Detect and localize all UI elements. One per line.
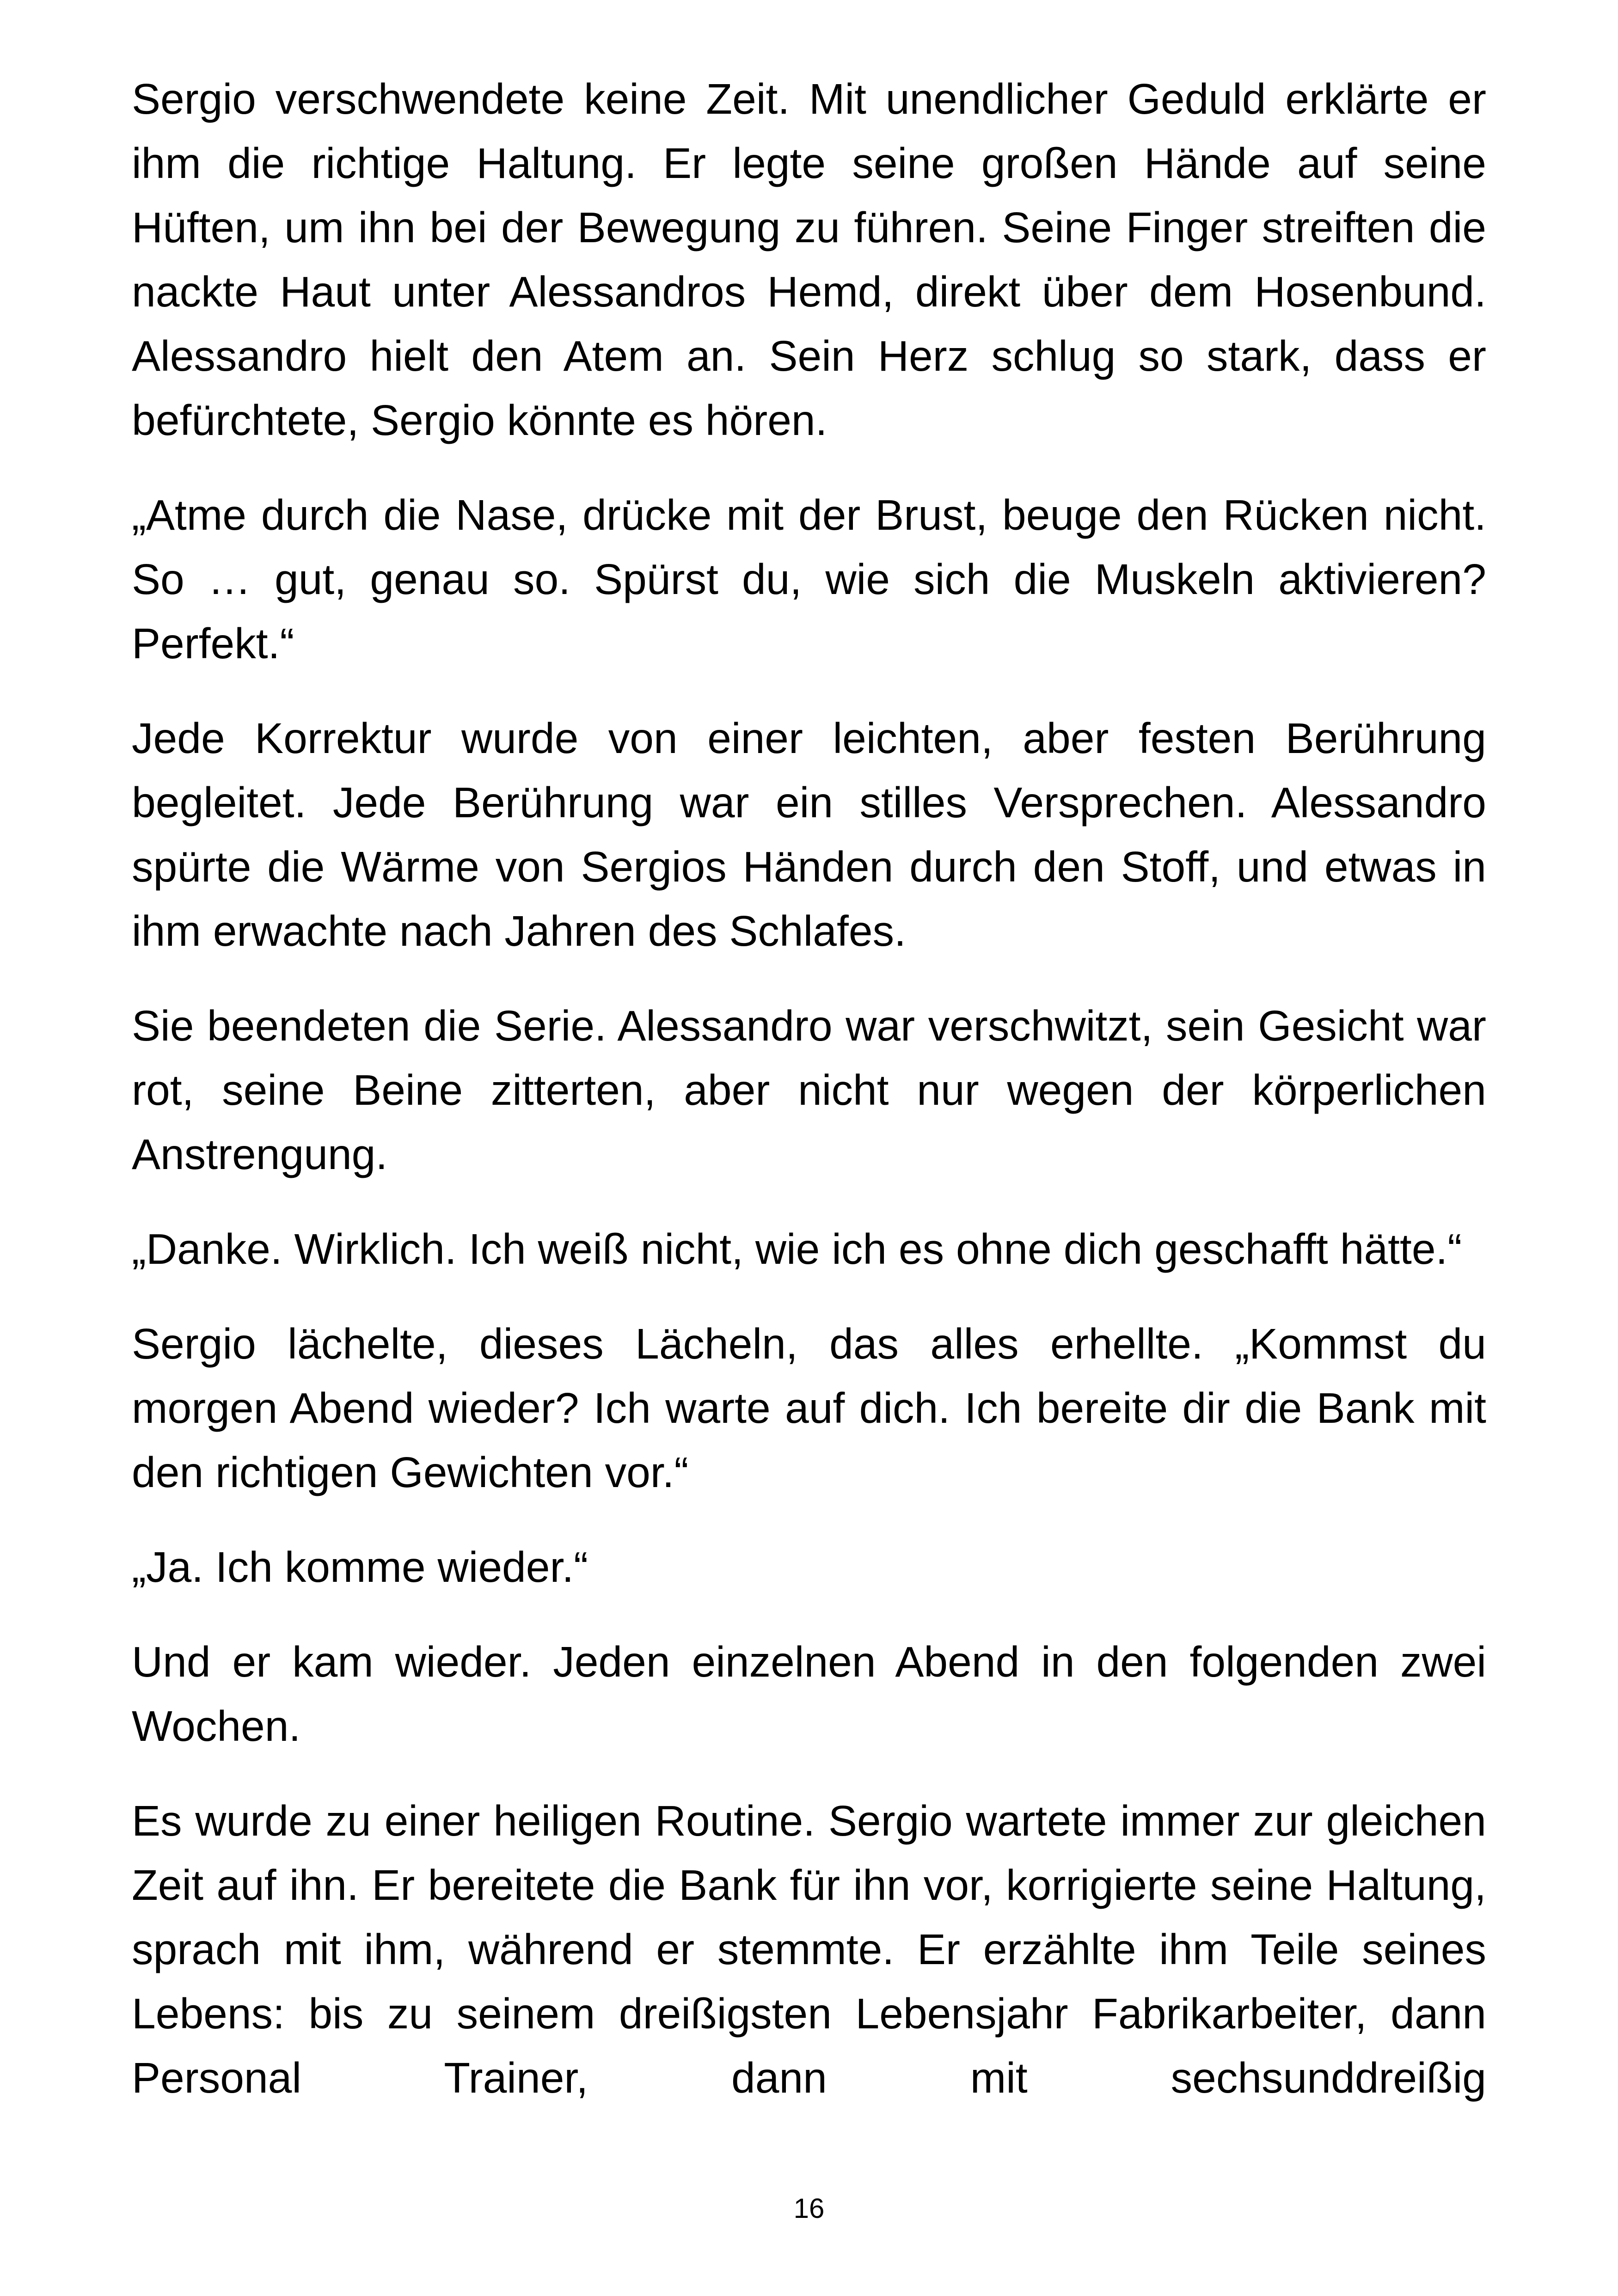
paragraph: Und er kam wieder. Jeden einzelnen Abend in den folgenden zwei Wochen. xyxy=(132,1638,1486,1750)
paragraph: Sergio lächelte, dieses Lächeln, das alles erhellte. „Kommst du morgen Abend wieder? Ich warte auf dich. Ich bereite dir die Bank mit den richtigen Gewichten vor.“ xyxy=(132,1320,1486,1496)
paragraph: Es wurde zu einer heiligen Routine. Sergio wartete immer zur gleichen Zeit auf ihn. Er bereitete die Bank für ihn vor, korrigierte seine Haltung, sprach mit ihm, während er stemmte. Er erzählte ihm Teile seines Lebens: bis zu seinem dreißigsten Lebensjahr Fabrikarbeiter, dann Personal Trainer, dann mit sechsunddreißig xyxy=(132,1797,1486,2102)
paragraph: Sie beendeten die Serie. Alessandro war verschwitzt, sein Gesicht war rot, seine Beine zitterten, aber nicht nur wegen der körperlichen Anstrengung. xyxy=(132,1002,1486,1178)
paragraph: „Atme durch die Nase, drücke mit der Brust, beuge den Rücken nicht. So … gut, genau so. Spürst du, wie sich die Muskeln aktivieren? Perfekt.“ xyxy=(132,491,1486,667)
body-text xyxy=(132,67,1486,2110)
paragraph: Jede Korrektur wurde von einer leichten, aber festen Berührung begleitet. Jede Berührung war ein stilles Versprechen. Alessandro spürte die Wärme von Sergios Händen durch den Stoff, und etwas in ihm erwachte nach Jahren des Schlafes. xyxy=(132,714,1486,955)
paragraph: Sergio verschwendete keine Zeit. Mit unendlicher Geduld erklärte er ihm die richtige Haltung. Er legte seine großen Hände auf seine Hüften, um ihn bei der Bewegung zu führen. Seine Finger streiften die nackte Haut unter Alessandros Hemd, direkt über dem Hosenbund. Alessandro hielt den Atem an. Sein Herz schlug so stark, dass er befürchtete, Sergio könnte es hören. xyxy=(132,75,1486,444)
paragraph: „Danke. Wirklich. Ich weiß nicht, wie ich es ohne dich geschafft hätte.“ xyxy=(132,1225,1462,1273)
page-number: 16 xyxy=(793,2193,825,2224)
paragraph: „Ja. Ich komme wieder.“ xyxy=(132,1543,588,1591)
